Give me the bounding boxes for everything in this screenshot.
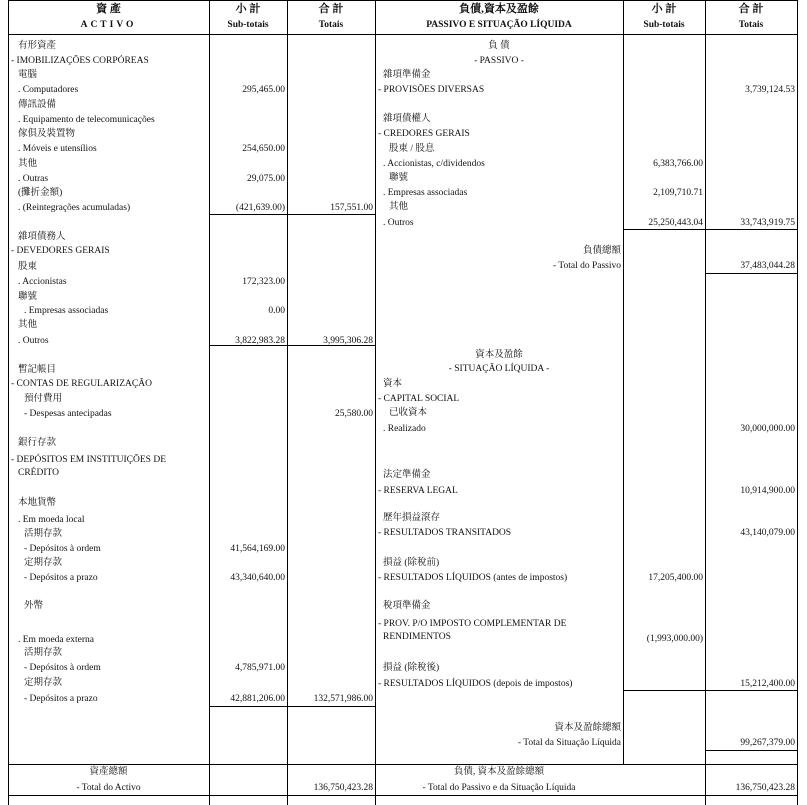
header-assets-pt: ACTIVO <box>80 20 137 30</box>
equity-pt: - SITUAÇÃO LÍQUIDA - <box>448 364 550 374</box>
aftertax-total: 15,212,400.00 <box>740 679 795 689</box>
paid-zh: 已收資本 <box>389 408 428 418</box>
fdemand-zh: 活期存款 <box>24 648 63 658</box>
cshare-zh: 股東 / 股息 <box>389 144 435 154</box>
liab-total-zh: 負債總額 <box>582 246 621 256</box>
shareholders-sub: 172,323.00 <box>242 277 285 287</box>
furniture-pt: . Móveis e utensílios <box>18 144 97 154</box>
retained-total: 43,140,079.00 <box>740 528 795 538</box>
assets-total-value: 136,750,423.28 <box>313 783 373 793</box>
header-liab-zh: 負債,資本及盈餘 <box>459 3 539 15</box>
rule-liab-total <box>705 273 798 274</box>
footer-bottom-line <box>8 795 798 796</box>
capital-zh: 資本 <box>383 379 403 389</box>
depr-pt: . (Reintegrações acumuladas) <box>18 203 131 213</box>
fdemand-sub: 4,785,971.00 <box>235 663 285 673</box>
paid-total: 30,000,000.00 <box>740 424 795 434</box>
depr-zh: (攤折金額) <box>18 188 63 198</box>
cassoc-sub: 2,109,710.71 <box>653 188 703 198</box>
header-subtotal2-zh: 小 計 <box>651 3 677 15</box>
header-subtotal-zh: 小 計 <box>235 3 261 15</box>
bank-total: 132,571,986.00 <box>313 694 373 704</box>
cothers-pt: . Outros <box>383 218 414 228</box>
liab-zh: 負 債 <box>488 41 510 51</box>
rule-creditors-total <box>705 229 798 230</box>
legal-zh: 法定準備金 <box>383 470 431 480</box>
rule-equity-total <box>705 690 798 691</box>
pretax-pt: - RESULTADOS LÍQUIDOS (antes de impostos) <box>378 573 568 583</box>
fterm-sub: 42,881,206.00 <box>230 694 285 704</box>
assets-total-zh: 資產總額 <box>89 767 128 777</box>
creditors-pt: - CREDORES GERAIS <box>378 129 470 139</box>
paid-pt: . Realizado <box>383 424 426 434</box>
header-assets-zh: 資 產 <box>96 3 121 15</box>
dothers-zh: 其他 <box>18 320 38 330</box>
term-zh: 定期存款 <box>24 558 63 568</box>
prepaid-zh: 預付費用 <box>24 394 63 404</box>
retained-pt: - RESULTADOS TRANSITADOS <box>378 528 512 538</box>
aftertax-pt: - RESULTADOS LÍQUIDOS (depois de impostos) <box>378 679 573 689</box>
liab-pt: - PASSIVO - <box>474 56 524 66</box>
fdemand-pt: - Depósitos à ordem <box>24 663 101 673</box>
header-top-line <box>8 0 798 1</box>
taxprov-pt2: RENDIMENTOS <box>383 632 451 642</box>
computers-pt: . Computadores <box>18 85 79 95</box>
liab-total: 37,483,044.28 <box>740 261 795 271</box>
shareholders-zh: 股東 <box>18 262 38 272</box>
assoc-pt: . Empresas associadas <box>24 306 109 316</box>
demand-zh: 活期存款 <box>24 529 63 539</box>
fixed-pt: - IMOBILIZAÇÕES CORPÓREAS <box>11 56 149 66</box>
prov-total: 3,739,124.53 <box>745 85 795 95</box>
assoc-zh: 聯號 <box>18 292 38 302</box>
pretax-zh: 損益 (除稅前) <box>383 558 440 568</box>
shareholders-pt: . Accionistas <box>18 277 67 287</box>
telecom-pt: . Equipamento de telecomunicações <box>18 115 155 125</box>
equity-zh: 資本及盈餘 <box>475 350 523 360</box>
grand-total-value: 136,750,423.28 <box>735 783 795 793</box>
prov-pt: - PROVISÕES DIVERSAS <box>378 85 485 95</box>
prov-zh: 雜項準備金 <box>383 70 431 80</box>
taxprov-pt1: - PROV. P/O IMPOSTO COMPLEMENTAR DE <box>378 619 567 629</box>
rule-bank-sub <box>209 706 288 707</box>
retained-zh: 歷年損益滾存 <box>383 513 441 523</box>
aftertax-zh: 損益 (除稅後) <box>383 663 440 673</box>
grand-total-zh: 負債, 資本及盈餘總額 <box>453 767 545 777</box>
others-pt: . Outras <box>18 174 49 184</box>
creditors-zh: 雜項債權人 <box>383 114 431 124</box>
header-subtotal-pt: Sub-totais <box>227 20 269 30</box>
rule-equity-grand <box>705 750 798 751</box>
rule-creditors-sub <box>623 229 706 230</box>
telecom-zh: 傳訊設備 <box>18 100 57 110</box>
header-total2-zh: 合 計 <box>738 3 764 15</box>
computers-sub: 295,465.00 <box>242 85 285 95</box>
local-zh: 本地貨幣 <box>18 498 57 508</box>
assoc-sub: 0.00 <box>268 306 285 316</box>
rule-fixed-total <box>287 214 376 215</box>
cothers-sub: 25,250,443.04 <box>648 218 703 228</box>
demand-sub: 41,564,169.00 <box>230 544 285 554</box>
debtors-zh: 雜項債務人 <box>18 232 66 242</box>
fixed-zh: 有形資產 <box>18 41 57 51</box>
bank-pt2: CRÉDITO <box>18 468 59 478</box>
prepaid-pt: - Despesas antecipadas <box>24 409 112 419</box>
dothers-pt: . Outros <box>18 336 49 346</box>
fixed-total: 157,551.00 <box>330 203 373 213</box>
fterm-pt: - Depósitos a prazo <box>24 694 98 704</box>
rule-bank-total <box>287 706 376 707</box>
others-zh: 其他 <box>18 159 38 169</box>
divider-assets-subtotals <box>209 0 210 805</box>
fterm-zh: 定期存款 <box>24 678 63 688</box>
bank-pt1: - DEPÓSITOS EM INSTITUIÇÕES DE <box>11 455 166 465</box>
rule-fixed-sub <box>209 214 288 215</box>
legal-pt: - RESERVA LEGAL <box>378 486 458 496</box>
furniture-sub: 254,650.00 <box>242 144 285 154</box>
cassoc-pt: . Empresas associadas <box>383 188 468 198</box>
pretax-sub: 17,205,400.00 <box>648 573 703 583</box>
header-total2-pt: Totais <box>738 20 764 30</box>
furniture-zh: 傢俱及裝置物 <box>18 129 76 139</box>
legal-total: 10,914,900.00 <box>740 486 795 496</box>
reg-pt: - CONTAS DE REGULARIZAÇÃO <box>11 379 152 389</box>
capital-pt: - CAPITAL SOCIAL <box>378 394 460 404</box>
debtors-pt: - DEVEDORES GERAIS <box>11 246 110 256</box>
term-sub: 43,340,640.00 <box>230 573 285 583</box>
reg-zh: 暫記帳目 <box>18 365 57 375</box>
debtors-total: 3,995,306.28 <box>323 336 373 346</box>
demand-pt: - Depósitos à ordem <box>24 544 101 554</box>
divider-subtotals-totals <box>287 0 288 805</box>
divider-liabilities-subtotals <box>623 0 624 765</box>
prepaid-total: 25,580.00 <box>335 409 373 419</box>
assets-total-pt: - Total do Activo <box>76 783 141 793</box>
computers-zh: 電腦 <box>18 70 38 80</box>
foreign-pt: . Em moeda externa <box>18 635 94 645</box>
header-total-pt: Totais <box>318 20 344 30</box>
cshare-pt: . Accionistas, c/dividendos <box>383 159 485 169</box>
equity-total-zh: 資本及盈餘總額 <box>554 723 621 733</box>
liab-total-pt: - Total do Passivo <box>552 261 621 271</box>
header-liab-pt: PASSIVO E SITUAÇÃO LÍQUIDA <box>426 20 572 30</box>
equity-total-pt: - Total da Situação Líquida <box>517 738 621 748</box>
dothers-sub: 3,822,983.28 <box>235 336 285 346</box>
header-bottom-line <box>8 34 798 35</box>
equity-total: 99,267,379.00 <box>740 738 795 748</box>
grand-total-pt: - Total do Passivo e da Situação Líquida <box>422 783 576 793</box>
cothers-zh: 其他 <box>389 202 409 212</box>
foreign-zh: 外幣 <box>24 601 44 611</box>
others-sub: 29,075.00 <box>247 174 285 184</box>
divider-totals-liabilities <box>375 0 376 805</box>
taxprov-sub: (1,993,000.00) <box>646 634 703 644</box>
bank-zh: 銀行存款 <box>18 438 57 448</box>
cshare-sub: 6,383,766.00 <box>653 159 703 169</box>
cassoc-zh: 聯號 <box>389 173 409 183</box>
depr-sub: (421,639.00) <box>235 203 285 213</box>
term-pt: - Depósitos a prazo <box>24 573 98 583</box>
footer-top-line <box>8 764 798 765</box>
local-pt: . Em moeda local <box>18 515 85 525</box>
border-right <box>797 0 798 805</box>
creditors-total: 33,743,919.75 <box>740 218 795 228</box>
taxprov-zh: 稅項準備金 <box>383 601 431 611</box>
border-left <box>8 0 9 805</box>
header-subtotal2-pt: Sub-totais <box>643 20 685 30</box>
header-total-zh: 合 計 <box>318 3 344 15</box>
rule-equity-sub <box>623 690 706 691</box>
